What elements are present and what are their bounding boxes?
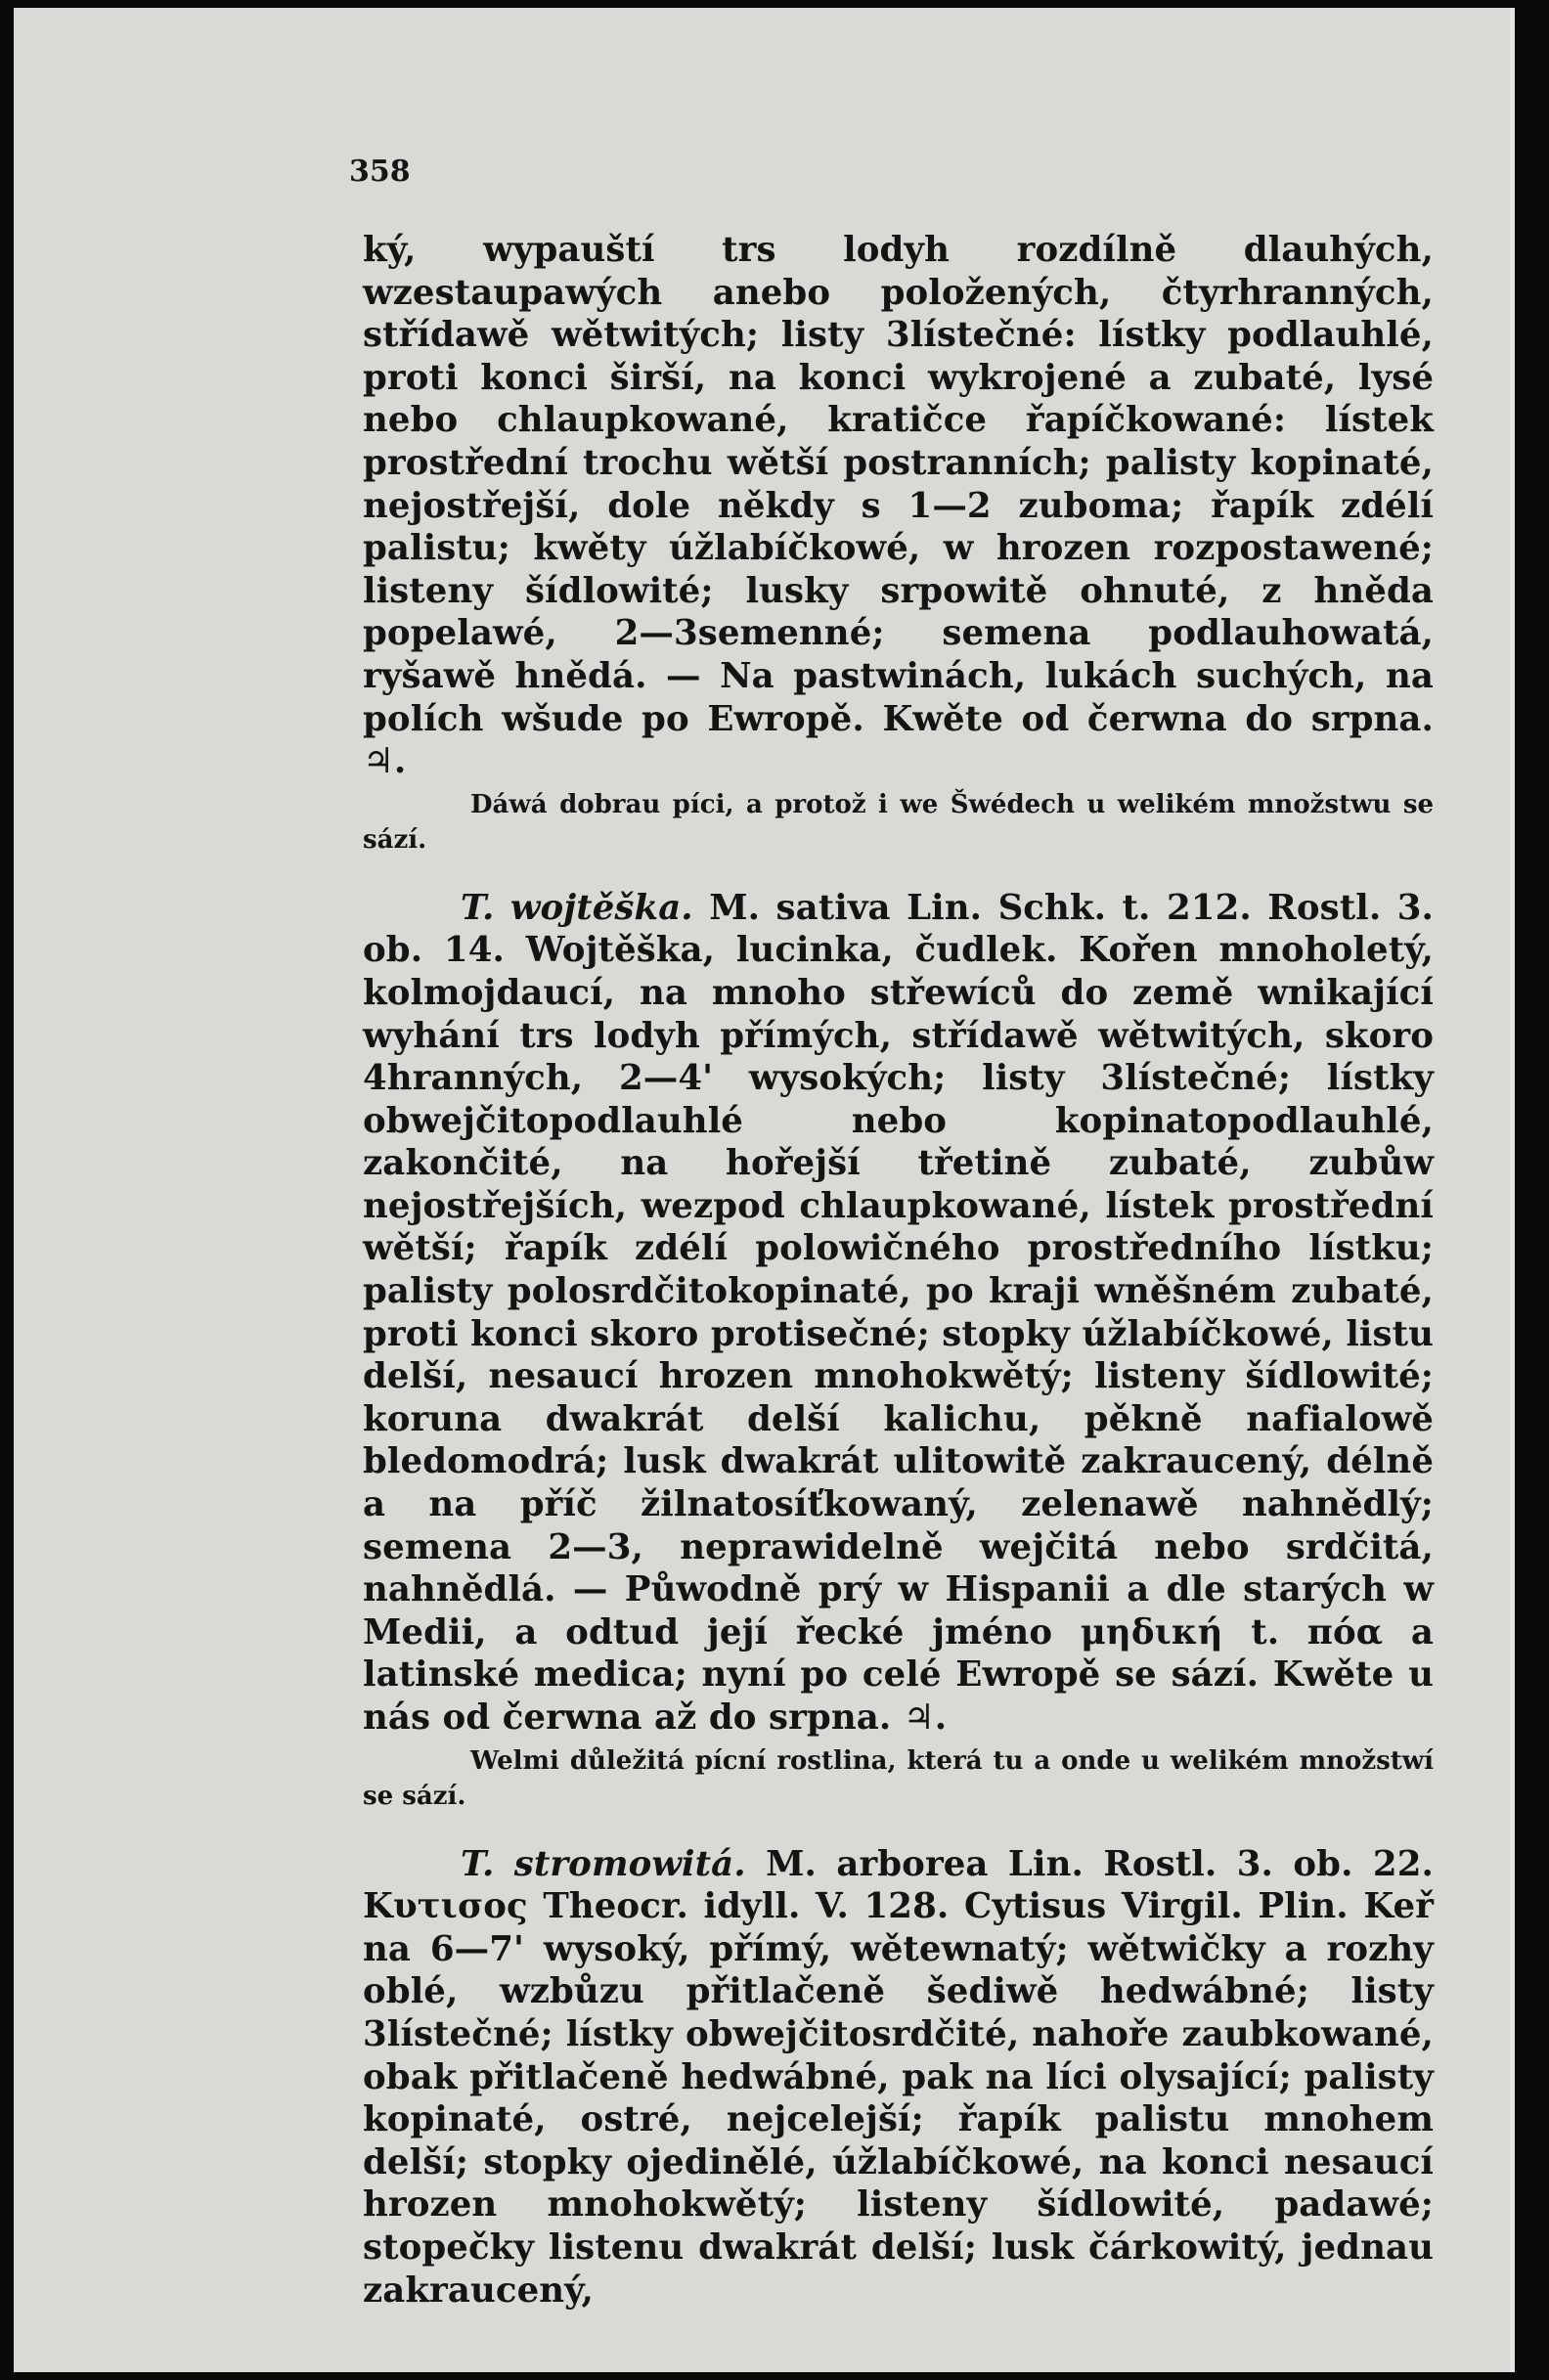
entry-heading: T. stromowitá. bbox=[461, 1843, 767, 1884]
entry-medicago-sativa bbox=[363, 887, 1434, 1740]
paragraph-continuation: ký, wypauští trs lodyh rozdílně dlauhých, wzestaupawých anebo položených, čtyrhranných, střídawě wětwitých; listy 3lístečné: lístky podlauhlé, proti konci širší, na konci wykrojené a zubaté, lysé nebo chlaupkowané, kratičce řapíčkowané: lístek prostřední trochu wětší postranních; palisty kopinaté, nejostřejší, dole někdy s 1—2 zuboma; řapík zdélí palistu; kwěty úžlabíčkowé, w hrozen rozpostawené; listeny šídlowité; lusky srpowitě ohnuté, z hněda popelawé, 2—3semenné; semena podlauhowatá, ryšawě hnědá. — Na pastwinách, lukách suchých, na polích wšude po Ewropě. Kwěte od čerwna do srpna. ♃. bbox=[363, 230, 1434, 782]
entry-heading: T. wojtěška. bbox=[461, 887, 710, 928]
page-text bbox=[363, 229, 1434, 2312]
entry-medicago-arborea bbox=[363, 1843, 1434, 2313]
entry-body: M. sativa Lin. Schk. t. 212. Rostl. 3. ob. 14. Wojtěška, lucinka, čudlek. Kořen mnoholetý, kolmojdaucí, na mnoho střewíců do země wnikající wyhání trs lodyh přímých, střídawě wětwitých, skoro 4hranných, 2—4' wysokých; listy 3lístečné; lístky obwejčitopodlauhlé nebo kopinatopodlauhlé, zakončité, na hořejší třetině zubaté, zubůw nejostřejších, wezpod chlaupkowané, lístek prostřední wětší; řapík zdélí polowičného prostředního lístku; palisty polosrdčitokopinaté, po kraji wněšném zubaté, proti konci skoro protisečné; stopky úžlabíčkowé, listu delší, nesaucí hrozen mnohokwětý; listeny šídlowité; koruna dwakrát delší kalichu, pěkně nafialowě bledomodrá; lusk dwakrát ulitowitě zakraucený, délně a na příč žilnatosíťkowaný, zelenawě nahnědlý; semena 2—3, neprawidelně wejčitá nebo srdčitá, nahnědlá. — Půwodně prý w Hispanii a dle starých w Medii, a odtud její řecké jméno μηδική t. πόα a latinské medica; nyní po celé Ewropě se sází. Kwěte u nás od čerwna až do srpna. ♃. bbox=[363, 887, 1435, 1738]
book-page bbox=[14, 8, 1515, 2372]
note-paragraph: Welmi důležitá pícní rostlina, která tu a onde u welikém množstwí se sází. bbox=[363, 1745, 1434, 1811]
page-number: 358 bbox=[349, 154, 411, 189]
note-paragraph: Dáwá dobrau píci, a protož i we Šwédech u welikém množstwu se sází. bbox=[363, 789, 1434, 855]
entry-body: M. arborea Lin. Rostl. 3. ob. 22. Κυτισος Theocr. idyll. V. 128. Cytisus Virgil. Plin. Keř na 6—7' wysoký, přímý, wětewnatý; wětwičky a rozhy oblé, wzbůzu přitlačeně šediwě hedwábné; listy 3lístečné; lístky obwejčitosrdčité, nahoře zaubkowané, obak přitlačeně hedwábné, pak na líci olysající; palisty kopinaté, ostré, nejcelejší; řapík palistu mnohem delší; stopky ojedinělé, úžlabíčkowé, na konci nesaucí hrozen mnohokwětý; listeny šídlowité, padawé; stopečky listenu dwakrát delší; lusk čárkowitý, jednau zakraucený, bbox=[363, 1843, 1434, 2311]
